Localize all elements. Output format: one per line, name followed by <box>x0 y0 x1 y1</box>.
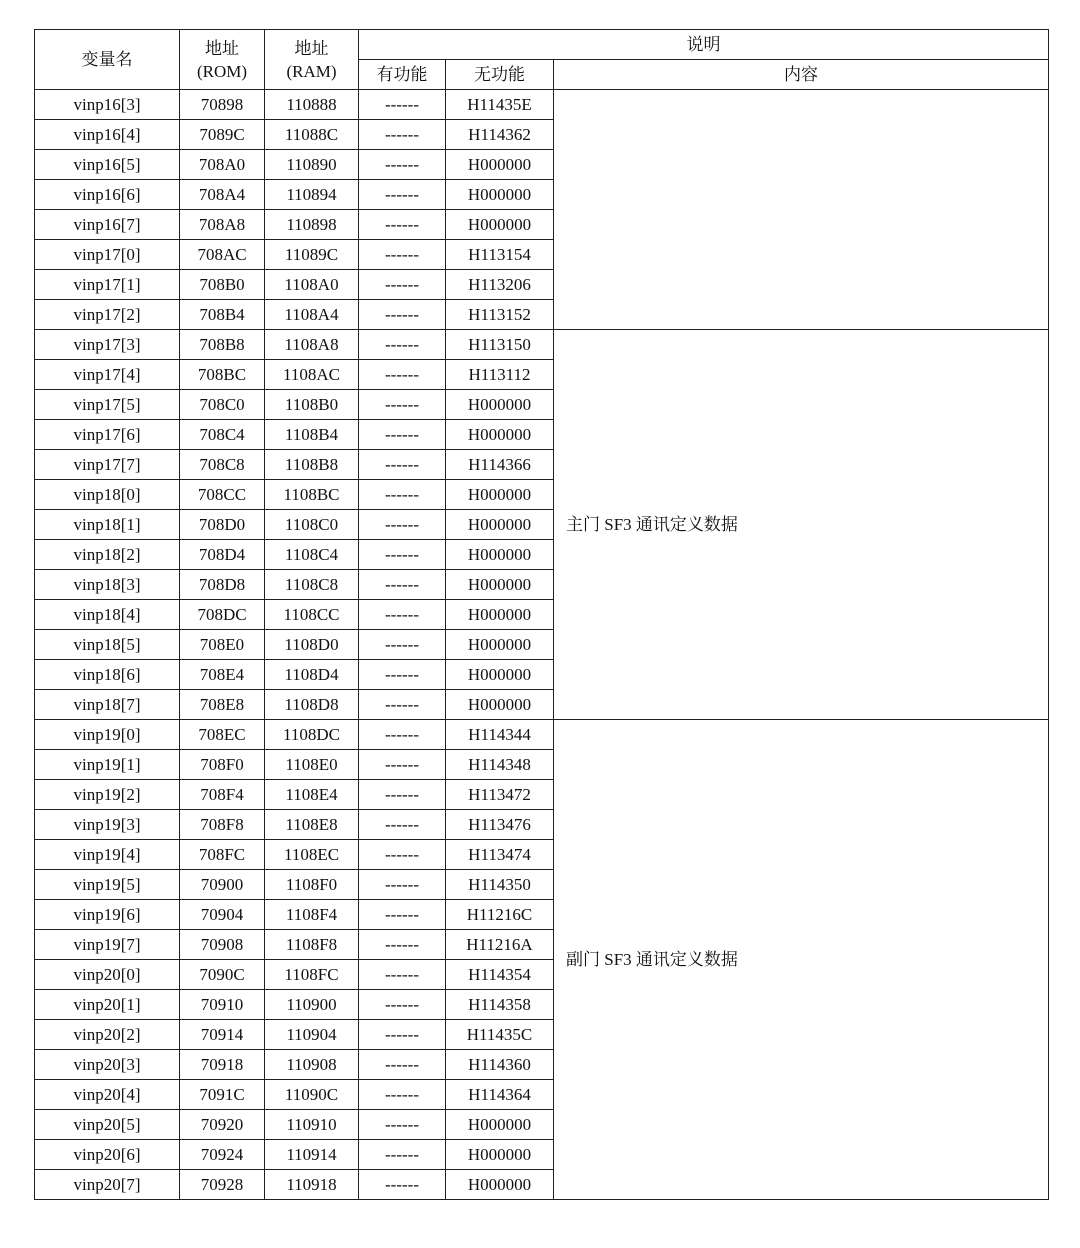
has-function-cell: ------ <box>359 660 446 690</box>
var-name-cell: vinp17[7] <box>35 450 180 480</box>
has-function-cell: ------ <box>359 270 446 300</box>
ram-address-cell: 1108C0 <box>265 510 359 540</box>
ram-address-cell: 1108F8 <box>265 930 359 960</box>
header-var-name: 变量名 <box>35 30 180 90</box>
rom-address-cell: 708D4 <box>180 540 265 570</box>
rom-address-cell: 708BC <box>180 360 265 390</box>
has-function-cell: ------ <box>359 1140 446 1170</box>
header-addr-rom-line1: 地址 <box>205 38 239 58</box>
no-function-cell: H113154 <box>446 240 554 270</box>
content-cell <box>554 90 1049 330</box>
no-function-cell: H113112 <box>446 360 554 390</box>
var-name-cell: vinp16[3] <box>35 90 180 120</box>
rom-address-cell: 708AC <box>180 240 265 270</box>
var-name-cell: vinp19[5] <box>35 870 180 900</box>
ram-address-cell: 110910 <box>265 1110 359 1140</box>
var-name-cell: vinp18[5] <box>35 630 180 660</box>
has-function-cell: ------ <box>359 750 446 780</box>
ram-address-cell: 1108EC <box>265 840 359 870</box>
rom-address-cell: 70920 <box>180 1110 265 1140</box>
no-function-cell: H000000 <box>446 180 554 210</box>
rom-address-cell: 708C4 <box>180 420 265 450</box>
ram-address-cell: 1108B4 <box>265 420 359 450</box>
ram-address-cell: 11089C <box>265 240 359 270</box>
has-function-cell: ------ <box>359 450 446 480</box>
no-function-cell: H113152 <box>446 300 554 330</box>
rom-address-cell: 708FC <box>180 840 265 870</box>
ram-address-cell: 110900 <box>265 990 359 1020</box>
has-function-cell: ------ <box>359 150 446 180</box>
ram-address-cell: 1108DC <box>265 720 359 750</box>
no-function-cell: H113476 <box>446 810 554 840</box>
var-name-cell: vinp20[6] <box>35 1140 180 1170</box>
no-function-cell: H000000 <box>446 1170 554 1200</box>
var-name-cell: vinp19[6] <box>35 900 180 930</box>
has-function-cell: ------ <box>359 1050 446 1080</box>
var-name-cell: vinp19[4] <box>35 840 180 870</box>
table-row <box>35 330 1049 360</box>
no-function-cell: H11216A <box>446 930 554 960</box>
ram-address-cell: 1108F0 <box>265 870 359 900</box>
ram-address-cell: 11088C <box>265 120 359 150</box>
var-name-cell: vinp20[5] <box>35 1110 180 1140</box>
has-function-cell: ------ <box>359 600 446 630</box>
var-name-cell: vinp17[3] <box>35 330 180 360</box>
rom-address-cell: 70928 <box>180 1170 265 1200</box>
no-function-cell: H000000 <box>446 480 554 510</box>
has-function-cell: ------ <box>359 120 446 150</box>
no-function-cell: H11435E <box>446 90 554 120</box>
ram-address-cell: 1108A4 <box>265 300 359 330</box>
ram-address-cell: 110918 <box>265 1170 359 1200</box>
rom-address-cell: 70900 <box>180 870 265 900</box>
has-function-cell: ------ <box>359 630 446 660</box>
has-function-cell: ------ <box>359 1080 446 1110</box>
table-header <box>35 30 1049 90</box>
has-function-cell: ------ <box>359 360 446 390</box>
ram-address-cell: 1108B0 <box>265 390 359 420</box>
ram-address-cell: 1108B8 <box>265 450 359 480</box>
var-name-cell: vinp18[0] <box>35 480 180 510</box>
has-function-cell: ------ <box>359 180 446 210</box>
var-name-cell: vinp20[0] <box>35 960 180 990</box>
var-name-cell: vinp17[0] <box>35 240 180 270</box>
no-function-cell: H000000 <box>446 630 554 660</box>
rom-address-cell: 7089C <box>180 120 265 150</box>
has-function-cell: ------ <box>359 900 446 930</box>
header-content: 内容 <box>554 60 1049 90</box>
header-addr-rom <box>180 30 265 90</box>
header-no-func: 无功能 <box>446 60 554 90</box>
no-function-cell: H000000 <box>446 420 554 450</box>
header-addr-ram-line2: (RAM) <box>286 61 337 81</box>
ram-address-cell: 110914 <box>265 1140 359 1170</box>
rom-address-cell: 70898 <box>180 90 265 120</box>
no-function-cell: H114350 <box>446 870 554 900</box>
has-function-cell: ------ <box>359 390 446 420</box>
content-cell: 副门 SF3 通讯定义数据 <box>554 720 1049 1200</box>
ram-address-cell: 1108E8 <box>265 810 359 840</box>
has-function-cell: ------ <box>359 420 446 450</box>
no-function-cell: H000000 <box>446 660 554 690</box>
rom-address-cell: 708E0 <box>180 630 265 660</box>
table-row <box>35 720 1049 750</box>
no-function-cell: H000000 <box>446 690 554 720</box>
no-function-cell: H114344 <box>446 720 554 750</box>
has-function-cell: ------ <box>359 930 446 960</box>
header-row-1 <box>35 30 1049 60</box>
rom-address-cell: 708D0 <box>180 510 265 540</box>
ram-address-cell: 1108AC <box>265 360 359 390</box>
no-function-cell: H000000 <box>446 570 554 600</box>
has-function-cell: ------ <box>359 780 446 810</box>
var-name-cell: vinp19[7] <box>35 930 180 960</box>
ram-address-cell: 1108F4 <box>265 900 359 930</box>
ram-address-cell: 110908 <box>265 1050 359 1080</box>
has-function-cell: ------ <box>359 90 446 120</box>
ram-address-cell: 110894 <box>265 180 359 210</box>
var-name-cell: vinp19[0] <box>35 720 180 750</box>
ram-address-cell: 110888 <box>265 90 359 120</box>
has-function-cell: ------ <box>359 210 446 240</box>
no-function-cell: H000000 <box>446 150 554 180</box>
ram-address-cell: 1108A0 <box>265 270 359 300</box>
var-name-cell: vinp18[4] <box>35 600 180 630</box>
no-function-cell: H000000 <box>446 540 554 570</box>
has-function-cell: ------ <box>359 870 446 900</box>
has-function-cell: ------ <box>359 570 446 600</box>
no-function-cell: H000000 <box>446 600 554 630</box>
ram-address-cell: 11090C <box>265 1080 359 1110</box>
rom-address-cell: 708F0 <box>180 750 265 780</box>
var-name-cell: vinp20[1] <box>35 990 180 1020</box>
var-name-cell: vinp18[6] <box>35 660 180 690</box>
rom-address-cell: 70908 <box>180 930 265 960</box>
var-name-cell: vinp16[4] <box>35 120 180 150</box>
var-name-cell: vinp18[1] <box>35 510 180 540</box>
no-function-cell: H114348 <box>446 750 554 780</box>
has-function-cell: ------ <box>359 690 446 720</box>
no-function-cell: H114366 <box>446 450 554 480</box>
has-function-cell: ------ <box>359 510 446 540</box>
address-table <box>34 29 1049 1200</box>
table-body <box>35 90 1049 1200</box>
ram-address-cell: 1108FC <box>265 960 359 990</box>
has-function-cell: ------ <box>359 990 446 1020</box>
var-name-cell: vinp16[5] <box>35 150 180 180</box>
var-name-cell: vinp20[7] <box>35 1170 180 1200</box>
header-addr-ram <box>265 30 359 90</box>
rom-address-cell: 70910 <box>180 990 265 1020</box>
var-name-cell: vinp19[2] <box>35 780 180 810</box>
rom-address-cell: 708C8 <box>180 450 265 480</box>
rom-address-cell: 7091C <box>180 1080 265 1110</box>
no-function-cell: H113474 <box>446 840 554 870</box>
rom-address-cell: 708E8 <box>180 690 265 720</box>
no-function-cell: H11435C <box>446 1020 554 1050</box>
rom-address-cell: 708CC <box>180 480 265 510</box>
var-name-cell: vinp18[7] <box>35 690 180 720</box>
no-function-cell: H000000 <box>446 210 554 240</box>
rom-address-cell: 708B8 <box>180 330 265 360</box>
rom-address-cell: 708C0 <box>180 390 265 420</box>
has-function-cell: ------ <box>359 720 446 750</box>
rom-address-cell: 708EC <box>180 720 265 750</box>
no-function-cell: H11216C <box>446 900 554 930</box>
ram-address-cell: 110898 <box>265 210 359 240</box>
var-name-cell: vinp18[2] <box>35 540 180 570</box>
no-function-cell: H113150 <box>446 330 554 360</box>
ram-address-cell: 1108D8 <box>265 690 359 720</box>
has-function-cell: ------ <box>359 1110 446 1140</box>
no-function-cell: H000000 <box>446 390 554 420</box>
no-function-cell: H000000 <box>446 1140 554 1170</box>
has-function-cell: ------ <box>359 330 446 360</box>
var-name-cell: vinp17[2] <box>35 300 180 330</box>
rom-address-cell: 7090C <box>180 960 265 990</box>
rom-address-cell: 70918 <box>180 1050 265 1080</box>
rom-address-cell: 708DC <box>180 600 265 630</box>
rom-address-cell: 708F8 <box>180 810 265 840</box>
rom-address-cell: 708F4 <box>180 780 265 810</box>
var-name-cell: vinp19[1] <box>35 750 180 780</box>
var-name-cell: vinp16[6] <box>35 180 180 210</box>
content-cell: 主门 SF3 通讯定义数据 <box>554 330 1049 720</box>
var-name-cell: vinp19[3] <box>35 810 180 840</box>
rom-address-cell: 70924 <box>180 1140 265 1170</box>
rom-address-cell: 708B4 <box>180 300 265 330</box>
has-function-cell: ------ <box>359 540 446 570</box>
rom-address-cell: 70914 <box>180 1020 265 1050</box>
var-name-cell: vinp17[6] <box>35 420 180 450</box>
var-name-cell: vinp17[1] <box>35 270 180 300</box>
header-addr-ram-line1: 地址 <box>294 38 329 58</box>
has-function-cell: ------ <box>359 300 446 330</box>
has-function-cell: ------ <box>359 960 446 990</box>
ram-address-cell: 1108A8 <box>265 330 359 360</box>
var-name-cell: vinp20[4] <box>35 1080 180 1110</box>
no-function-cell: H000000 <box>446 1110 554 1140</box>
has-function-cell: ------ <box>359 810 446 840</box>
rom-address-cell: 708A8 <box>180 210 265 240</box>
rom-address-cell: 708B0 <box>180 270 265 300</box>
no-function-cell: H113206 <box>446 270 554 300</box>
has-function-cell: ------ <box>359 840 446 870</box>
no-function-cell: H113472 <box>446 780 554 810</box>
no-function-cell: H114358 <box>446 990 554 1020</box>
ram-address-cell: 1108D0 <box>265 630 359 660</box>
rom-address-cell: 708D8 <box>180 570 265 600</box>
rom-address-cell: 70904 <box>180 900 265 930</box>
ram-address-cell: 1108E0 <box>265 750 359 780</box>
ram-address-cell: 1108D4 <box>265 660 359 690</box>
no-function-cell: H000000 <box>446 510 554 540</box>
ram-address-cell: 1108CC <box>265 600 359 630</box>
var-name-cell: vinp16[7] <box>35 210 180 240</box>
no-function-cell: H114360 <box>446 1050 554 1080</box>
no-function-cell: H114354 <box>446 960 554 990</box>
var-name-cell: vinp17[5] <box>35 390 180 420</box>
ram-address-cell: 110904 <box>265 1020 359 1050</box>
no-function-cell: H114362 <box>446 120 554 150</box>
ram-address-cell: 1108C4 <box>265 540 359 570</box>
has-function-cell: ------ <box>359 240 446 270</box>
ram-address-cell: 1108C8 <box>265 570 359 600</box>
rom-address-cell: 708E4 <box>180 660 265 690</box>
header-has-func: 有功能 <box>359 60 446 90</box>
header-addr-rom-line2: (ROM) <box>196 61 248 81</box>
ram-address-cell: 1108E4 <box>265 780 359 810</box>
has-function-cell: ------ <box>359 1170 446 1200</box>
rom-address-cell: 708A0 <box>180 150 265 180</box>
table-row <box>35 90 1049 120</box>
var-name-cell: vinp18[3] <box>35 570 180 600</box>
rom-address-cell: 708A4 <box>180 180 265 210</box>
var-name-cell: vinp20[2] <box>35 1020 180 1050</box>
no-function-cell: H114364 <box>446 1080 554 1110</box>
var-name-cell: vinp20[3] <box>35 1050 180 1080</box>
ram-address-cell: 110890 <box>265 150 359 180</box>
ram-address-cell: 1108BC <box>265 480 359 510</box>
var-name-cell: vinp17[4] <box>35 360 180 390</box>
has-function-cell: ------ <box>359 1020 446 1050</box>
header-explain: 说明 <box>359 30 1049 60</box>
has-function-cell: ------ <box>359 480 446 510</box>
